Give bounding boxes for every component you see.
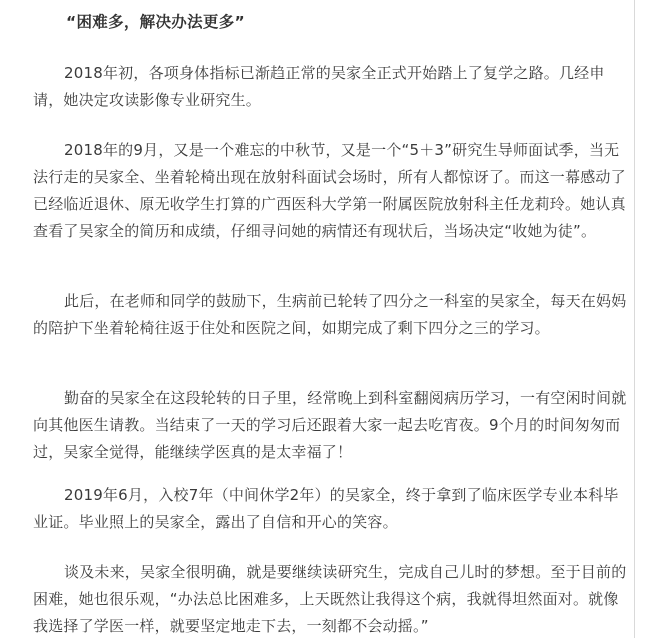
article-paragraph-1: 2018年初，各项身体指标已渐趋正常的吴家全正式开始踏上了复学之路。几经申请，她决定攻读影像专业研究生。 [33,64,605,109]
article-paragraph-4: 勤奋的吴家全在这段轮转的日子里，经常晚上到科室翻阅病历学习，一有空闲时间就向其他医生请教。当结束了一天的学习后还跟着大家一起去吃宵夜。9个月的时间匆匆而过，吴家全觉得，能继续学医真的是太幸福了！ [33,389,627,461]
article-paragraph-3: 此后，在老师和同学的鼓励下，生病前已轮转了四分之一科室的吴家全，每天在妈妈的陪护下坐着轮椅往返于住处和医院之间，如期完成了剩下四分之三的学习。 [33,292,627,337]
article-paragraph-5: 2019年6月，入校7年（中间休学2年）的吴家全，终于拿到了临床医学专业本科毕业证。毕业照上的吴家全，露出了自信和开心的笑容。 [33,486,619,531]
article-paragraph-2: 2018年的9月，又是一个难忘的中秋节，又是一个“5＋3”研究生导师面试季，当无法行走的吴家全、坐着轮椅出现在放射科面试会场时，所有人都惊讶了。而这一幕感动了已经临近退休、原无收学生打算的广西医科大学第一附属医院放射科主任龙莉玲。她认真查看了吴家全的简历和成绩，仔细寻问她的病情还有现状后，当场决定“收她为徒”。 [33,141,626,240]
article-paragraph-6: 谈及未来，吴家全很明确，就是要继续读研究生，完成自己儿时的梦想。至于目前的困难，她也很乐观，“办法总比困难多，上天既然让我得这个病，我就得坦然面对。就像我选择了学医一样，就要坚定地走下去，一刻都不会动摇。” [33,563,627,635]
section-heading: “困难多，解决办法更多” [66,13,245,31]
page-divider [634,0,635,638]
